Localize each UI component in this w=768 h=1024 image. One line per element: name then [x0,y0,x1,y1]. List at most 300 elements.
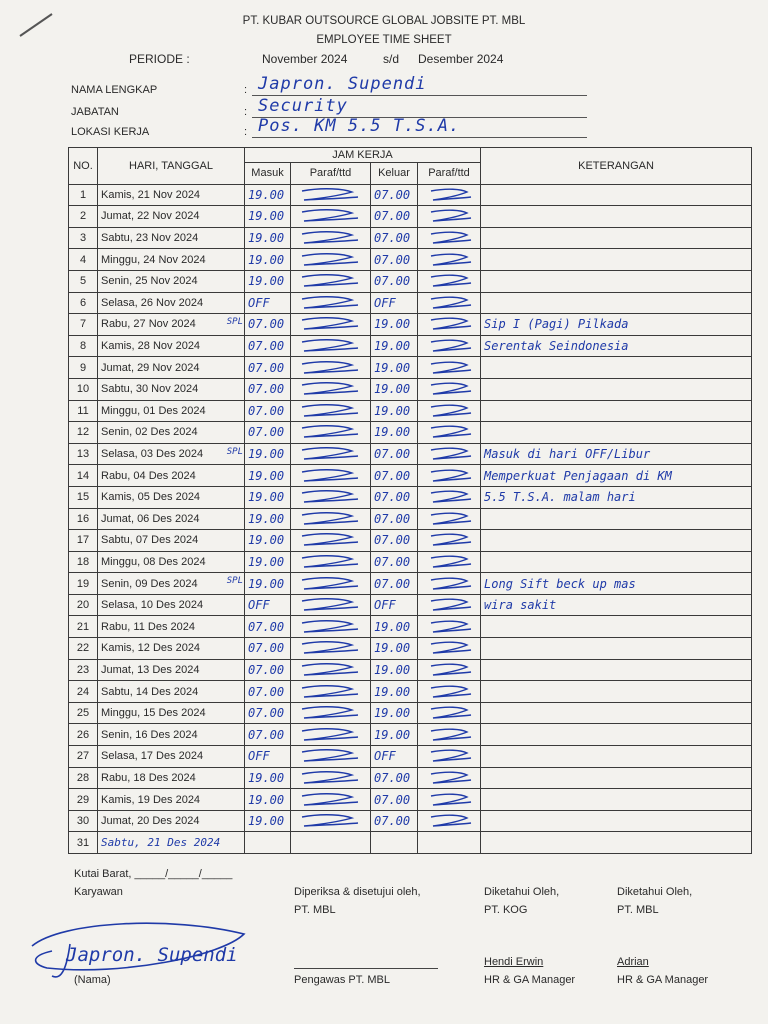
paraf-signature-icon [294,511,364,527]
periode-start: November 2024 [262,52,348,66]
row-masuk: 07.00 [245,400,291,422]
row-paraf-masuk [291,270,371,292]
paraf-signature-icon [421,230,477,246]
row-paraf-keluar [418,465,481,487]
table-row [69,357,752,379]
row-keluar: 19.00 [371,724,418,746]
row-masuk: 07.00 [245,681,291,703]
row-paraf-keluar [418,616,481,638]
paraf-signature-icon [421,597,477,613]
paraf-signature-icon [421,424,477,440]
kutai-barat-date: Kutai Barat, _____/_____/_____ [74,868,233,880]
row-keluar: 07.00 [371,249,418,271]
paraf-signature-icon [421,727,477,743]
spl-mark: SPL [226,317,243,328]
row-paraf-masuk [291,724,371,746]
row-date-text: Selasa, 17 Des 2024 [101,750,204,763]
table-row [69,638,752,660]
row-number: 1 [69,184,98,206]
row-paraf-masuk [291,378,371,400]
row-paraf-keluar [418,314,481,336]
row-masuk: 19.00 [245,486,291,508]
header-keluar: Keluar [371,163,418,185]
row-masuk: 07.00 [245,357,291,379]
row-date [98,400,245,422]
row-keterangan: Sip I (Pagi) Pilkada [481,314,752,336]
row-date-text: Jumat, 22 Nov 2024 [101,210,200,223]
row-keluar: 19.00 [371,638,418,660]
hendi-erwin-role: HR & GA Manager [484,974,576,986]
row-date [98,659,245,681]
row-number: 15 [69,486,98,508]
row-number: 31 [69,832,98,854]
table-row [69,573,752,595]
diketahui-mbl-label: Diketahui Oleh, [617,886,693,898]
row-keluar: OFF [371,292,418,314]
row-paraf-masuk [291,681,371,703]
row-keterangan: 5.5 T.S.A. malam hari [481,486,752,508]
row-paraf-keluar [418,184,481,206]
row-number: 13 [69,443,98,465]
paraf-signature-icon [421,316,477,332]
pengawas-signature-line [294,968,438,969]
row-date-text: Selasa, 03 Des 2024 [101,448,204,461]
spl-mark: SPL [226,446,243,457]
row-keterangan [481,767,752,789]
row-date-text: Rabu, 11 Des 2024 [101,620,195,633]
row-keluar: 07.00 [371,443,418,465]
paraf-signature-icon [294,489,364,505]
row-keterangan [481,249,752,271]
row-keterangan [481,681,752,703]
table-row [69,206,752,228]
spl-mark: SPL [226,576,243,587]
row-paraf-keluar [418,681,481,703]
paraf-signature-icon [294,230,364,246]
row-keluar: 07.00 [371,530,418,552]
row-paraf-keluar [418,443,481,465]
row-date [98,681,245,703]
row-masuk: 19.00 [245,551,291,573]
row-date [98,638,245,660]
row-keluar: 07.00 [371,270,418,292]
row-date-text: Senin, 09 Des 2024 [101,577,198,590]
row-keluar: 19.00 [371,659,418,681]
row-date [98,789,245,811]
row-keterangan [481,832,752,854]
row-number: 20 [69,594,98,616]
row-paraf-masuk [291,422,371,444]
paraf-signature-icon [294,813,364,829]
row-date-text: Rabu, 27 Nov 2024 [101,318,196,331]
table-row [69,486,752,508]
jabatan-label: JABATAN [71,106,119,118]
row-keluar: 07.00 [371,486,418,508]
jabatan-colon: : [244,106,248,118]
row-keluar: 19.00 [371,357,418,379]
paraf-signature-icon [294,619,364,635]
row-paraf-keluar [418,422,481,444]
row-paraf-keluar [418,530,481,552]
row-paraf-masuk [291,530,371,552]
header-no: NO. [69,148,98,185]
row-masuk: 19.00 [245,573,291,595]
row-paraf-masuk [291,400,371,422]
row-date-text: Selasa, 26 Nov 2024 [101,296,204,309]
row-date [98,206,245,228]
header-paraf-masuk: Paraf/ttd [291,163,371,185]
row-paraf-masuk [291,227,371,249]
paraf-signature-icon [294,187,364,203]
paraf-signature-icon [294,705,364,721]
table-row [69,659,752,681]
row-masuk: 19.00 [245,789,291,811]
row-paraf-keluar [418,357,481,379]
row-keluar: 07.00 [371,465,418,487]
row-date [98,227,245,249]
row-date-text: Minggu, 01 Des 2024 [101,404,206,417]
paraf-signature-icon [294,770,364,786]
row-date-text: Senin, 25 Nov 2024 [101,275,198,288]
row-keluar: 07.00 [371,789,418,811]
row-paraf-masuk [291,206,371,228]
row-date-text: Minggu, 15 Des 2024 [101,707,206,720]
row-number: 28 [69,767,98,789]
row-keterangan [481,702,752,724]
row-date [98,746,245,768]
row-number: 22 [69,638,98,660]
row-keterangan [481,724,752,746]
row-number: 26 [69,724,98,746]
row-paraf-keluar [418,292,481,314]
row-date [98,724,245,746]
periode-end: Desember 2024 [418,52,504,66]
row-keterangan [481,184,752,206]
row-date-text: Minggu, 24 Nov 2024 [101,253,206,266]
paraf-signature-icon [294,403,364,419]
paraf-signature-icon [294,424,364,440]
row-paraf-masuk [291,292,371,314]
row-paraf-keluar [418,573,481,595]
paraf-signature-icon [294,381,364,397]
row-number: 12 [69,422,98,444]
row-number: 21 [69,616,98,638]
row-number: 10 [69,378,98,400]
paraf-signature-icon [421,187,477,203]
paraf-signature-icon [294,446,364,462]
paraf-signature-icon [421,446,477,462]
paraf-signature-icon [421,489,477,505]
row-date [98,767,245,789]
header-keterangan: KETERANGAN [481,148,752,185]
adrian-name: Adrian [617,956,649,968]
row-number: 29 [69,789,98,811]
row-keluar: 19.00 [371,335,418,357]
row-keluar: 07.00 [371,227,418,249]
paraf-signature-icon [421,619,477,635]
paraf-signature-icon [421,748,477,764]
paraf-signature-icon [421,662,477,678]
row-masuk: 19.00 [245,465,291,487]
diketahui-kog-label: Diketahui Oleh, [484,886,560,898]
row-paraf-masuk [291,486,371,508]
row-paraf-keluar [418,594,481,616]
row-date [98,530,245,552]
row-paraf-masuk [291,638,371,660]
lokasi-value: Pos. KM 5.5 T.S.A. [258,116,461,136]
row-keterangan: wira sakit [481,594,752,616]
paraf-signature-icon [421,684,477,700]
row-number: 11 [69,400,98,422]
row-date-text: Kamis, 05 Des 2024 [101,491,201,504]
row-date-text: Kamis, 28 Nov 2024 [101,340,201,353]
karyawan-label: Karyawan [74,886,123,898]
row-date [98,616,245,638]
row-paraf-masuk [291,465,371,487]
paraf-signature-icon [421,360,477,376]
row-number: 2 [69,206,98,228]
row-paraf-masuk [291,594,371,616]
row-keterangan [481,292,752,314]
row-date-text: Sabtu, 07 Des 2024 [101,534,199,547]
row-masuk: 19.00 [245,810,291,832]
row-masuk: 07.00 [245,702,291,724]
row-date-text: Kamis, 12 Des 2024 [101,642,201,655]
paraf-signature-icon [294,338,364,354]
table-row [69,594,752,616]
row-date-text: Rabu, 04 Des 2024 [101,469,196,482]
row-masuk: 19.00 [245,184,291,206]
row-date [98,702,245,724]
row-number: 9 [69,357,98,379]
row-paraf-masuk [291,810,371,832]
row-keluar: 19.00 [371,378,418,400]
paraf-signature-icon [421,381,477,397]
table-row [69,400,752,422]
row-keterangan [481,206,752,228]
table-row [69,616,752,638]
diperiksa-label: Diperiksa & disetujui oleh, [294,886,421,898]
row-paraf-keluar [418,551,481,573]
row-masuk: 19.00 [245,249,291,271]
paraf-signature-icon [294,468,364,484]
row-date-text: Sabtu, 14 Des 2024 [101,685,199,698]
table-row [69,702,752,724]
employee-signature-text: Japron. Supendi [66,944,238,966]
row-paraf-keluar [418,789,481,811]
paraf-signature-icon [421,705,477,721]
row-number: 19 [69,573,98,595]
table-row [69,227,752,249]
nama-placeholder: (Nama) [74,974,111,986]
row-date [98,810,245,832]
table-row [69,767,752,789]
row-date [98,551,245,573]
row-paraf-keluar [418,724,481,746]
pengawas-label: Pengawas PT. MBL [294,974,390,986]
row-date [98,486,245,508]
row-paraf-keluar [418,335,481,357]
row-masuk: 07.00 [245,724,291,746]
row-paraf-masuk [291,314,371,336]
row-keluar: 07.00 [371,810,418,832]
paraf-signature-icon [294,748,364,764]
row-date-text: Kamis, 21 Nov 2024 [101,188,201,201]
row-date [98,184,245,206]
paraf-signature-icon [294,597,364,613]
row-paraf-masuk [291,746,371,768]
row-number: 4 [69,249,98,271]
row-keluar: OFF [371,594,418,616]
row-masuk: OFF [245,292,291,314]
row-keluar: 19.00 [371,422,418,444]
diperiksa-org: PT. MBL [294,904,336,916]
header-paraf-keluar: Paraf/ttd [418,163,481,185]
row-number: 6 [69,292,98,314]
row-keluar: 19.00 [371,314,418,336]
row-keterangan [481,551,752,573]
row-keterangan [481,616,752,638]
row-masuk: 19.00 [245,227,291,249]
row-masuk: 07.00 [245,638,291,660]
paraf-signature-icon [294,316,364,332]
row-date-text: Rabu, 18 Des 2024 [101,771,196,784]
paraf-signature-icon [294,554,364,570]
timesheet-table [68,147,752,854]
row-keterangan: Masuk di hari OFF/Libur [481,443,752,465]
table-row [69,789,752,811]
paraf-signature-icon [294,684,364,700]
table-row [69,508,752,530]
row-keterangan [481,378,752,400]
table-row [69,832,752,854]
row-number: 5 [69,270,98,292]
row-keterangan [481,508,752,530]
paraf-signature-icon [294,532,364,548]
row-paraf-keluar [418,378,481,400]
row-keluar: 07.00 [371,551,418,573]
paraf-signature-icon [294,295,364,311]
row-paraf-masuk [291,443,371,465]
jabatan-value: Security [258,96,348,116]
row-keluar: 19.00 [371,400,418,422]
row-paraf-keluar [418,227,481,249]
paraf-signature-icon [294,727,364,743]
row-date [98,594,245,616]
table-row [69,724,752,746]
row-masuk: 19.00 [245,270,291,292]
paraf-signature-icon [421,338,477,354]
row-masuk: 19.00 [245,206,291,228]
row-keterangan [481,746,752,768]
row-date [98,249,245,271]
row-masuk: 19.00 [245,508,291,530]
row-masuk: 07.00 [245,335,291,357]
paraf-signature-icon [421,295,477,311]
header-hari: HARI, TANGGAL [98,148,245,185]
row-date [98,443,245,465]
row-date [98,465,245,487]
row-paraf-keluar [418,508,481,530]
row-number: 18 [69,551,98,573]
row-keterangan: Long Sift beck up mas [481,573,752,595]
paraf-signature-icon [421,640,477,656]
table-row [69,681,752,703]
row-keterangan [481,530,752,552]
table-row [69,184,752,206]
adrian-role: HR & GA Manager [617,974,709,986]
paraf-signature-icon [421,511,477,527]
row-date-text: Senin, 02 Des 2024 [101,426,198,439]
row-date-text: Jumat, 06 Des 2024 [101,512,200,525]
row-masuk: 07.00 [245,422,291,444]
row-keluar: 07.00 [371,573,418,595]
paraf-signature-icon [294,640,364,656]
row-number: 27 [69,746,98,768]
row-masuk: 19.00 [245,767,291,789]
row-keterangan [481,270,752,292]
row-keluar: 07.00 [371,767,418,789]
row-keterangan [481,659,752,681]
paraf-signature-icon [294,208,364,224]
row-keluar [371,832,418,854]
row-keluar: 07.00 [371,184,418,206]
row-keluar: 19.00 [371,702,418,724]
row-paraf-keluar [418,270,481,292]
row-paraf-masuk [291,616,371,638]
paraf-signature-icon [421,532,477,548]
row-paraf-keluar [418,767,481,789]
paraf-signature-icon [294,273,364,289]
nama-value: Japron. Supendi [258,74,427,94]
row-number: 16 [69,508,98,530]
row-keterangan: Memperkuat Penjagaan di KM [481,465,752,487]
paraf-signature-icon [294,576,364,592]
row-date [98,335,245,357]
row-paraf-keluar [418,659,481,681]
table-row [69,443,752,465]
table-row [69,422,752,444]
row-date [98,270,245,292]
row-date-text: Jumat, 29 Nov 2024 [101,361,200,374]
row-date [98,508,245,530]
header-jam-kerja: JAM KERJA [245,148,481,163]
row-keluar: 07.00 [371,206,418,228]
row-paraf-keluar [418,832,481,854]
table-row [69,292,752,314]
row-masuk: OFF [245,594,291,616]
row-date-text: Minggu, 08 Des 2024 [101,555,206,568]
row-paraf-masuk [291,357,371,379]
paraf-signature-icon [421,468,477,484]
paraf-signature-icon [421,252,477,268]
table-row [69,270,752,292]
row-keterangan [481,400,752,422]
paraf-signature-icon [294,662,364,678]
row-paraf-keluar [418,702,481,724]
row-paraf-keluar [418,206,481,228]
row-date-text: Jumat, 13 Des 2024 [101,663,200,676]
diketahui-kog-org: PT. KOG [484,904,528,916]
paraf-signature-icon [421,576,477,592]
row-number: 17 [69,530,98,552]
paraf-signature-icon [421,208,477,224]
row-date [98,357,245,379]
row-masuk: 19.00 [245,530,291,552]
row-number: 25 [69,702,98,724]
row-masuk: 19.00 [245,443,291,465]
row-paraf-masuk [291,573,371,595]
